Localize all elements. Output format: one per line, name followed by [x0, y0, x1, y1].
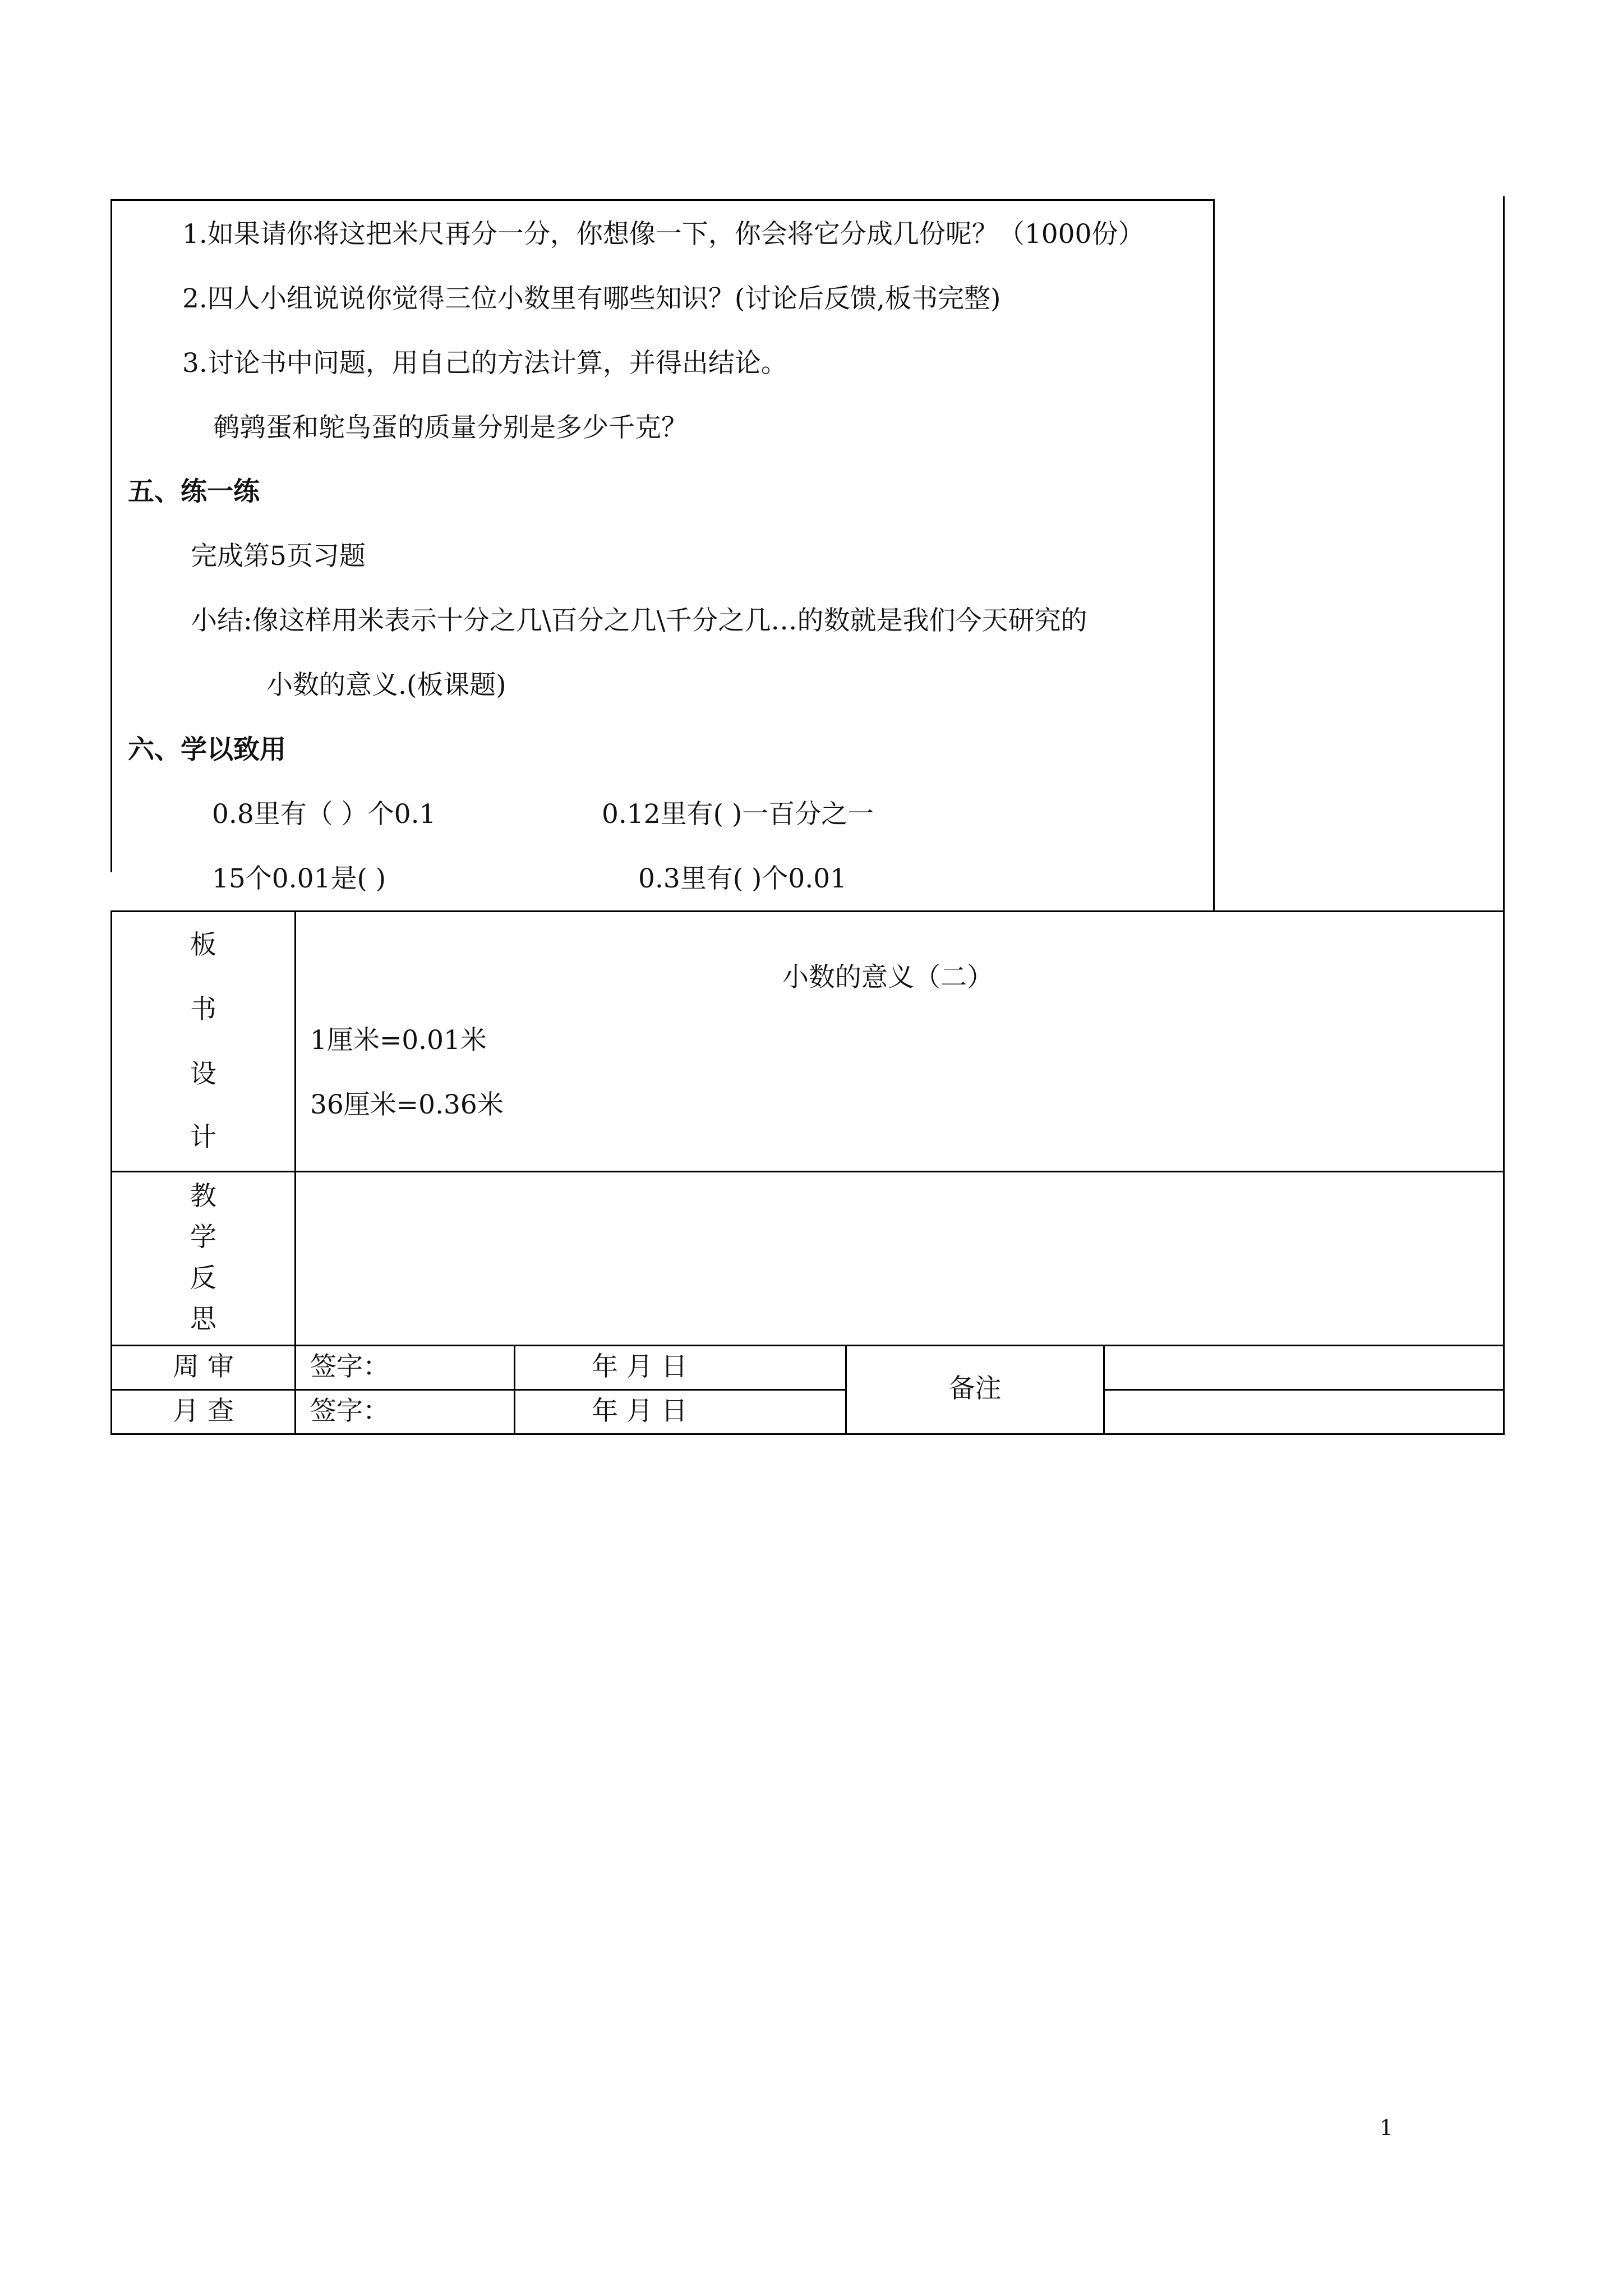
- board-title: 小数的意义（二）: [782, 962, 993, 993]
- upper-inner-right-border: [1213, 199, 1215, 912]
- review-row-divider-right: [1104, 1389, 1505, 1391]
- board-label-char-4: 计: [190, 1122, 216, 1153]
- page-number: 1: [1380, 2115, 1394, 2140]
- reflection-label-char-3: 反: [190, 1263, 216, 1294]
- section-5-heading: 五、练一练: [128, 476, 260, 507]
- review-col-divider-1: [294, 1345, 296, 1435]
- exercise-1: 0.8里有（ ）个0.1: [212, 799, 436, 830]
- reflection-label-char-1: 教: [190, 1181, 216, 1212]
- item-2: 2.四人小组说说你觉得三位小数里有哪些知识？(讨论后反馈,板书完整): [182, 283, 1001, 314]
- upper-left-border: [110, 199, 112, 872]
- reflection-top-border: [110, 1171, 1505, 1172]
- board-label-char-2: 书: [190, 994, 216, 1025]
- board-line-1: 1厘米=0.01米: [310, 1025, 487, 1056]
- reflection-label-char-4: 思: [190, 1304, 216, 1335]
- monthly-review-label: 月 查: [173, 1396, 234, 1427]
- review-top-border: [110, 1345, 1505, 1346]
- summary-line-1: 小结:像这样用米表示十分之几\百分之几\千分之几…的数就是我们今天研究的: [191, 605, 1087, 636]
- weekly-signature-label: 签字：: [310, 1351, 389, 1382]
- label-column-divider: [294, 910, 296, 1346]
- monthly-date-label: 年 月 日: [592, 1396, 688, 1427]
- exercise-2: 0.12里有( )一百分之一: [602, 799, 874, 830]
- item-4: 鹌鹑蛋和鸵鸟蛋的质量分别是多少千克？: [213, 412, 688, 443]
- review-col-divider-2: [514, 1345, 515, 1435]
- board-top-border: [110, 910, 1505, 912]
- weekly-review-label: 周 审: [173, 1351, 234, 1382]
- exercise-3: 15个0.01是( ): [212, 863, 386, 894]
- outer-right-border: [1503, 196, 1505, 1435]
- item-3: 3.讨论书中问题，用自己的方法计算，并得出结论。: [182, 348, 787, 379]
- exercise-4: 0.3里有( )个0.01: [638, 863, 847, 894]
- monthly-signature-label: 签字：: [310, 1396, 389, 1427]
- weekly-date-label: 年 月 日: [592, 1351, 688, 1382]
- section-5-task: 完成第5页习题: [191, 541, 366, 572]
- section-6-heading: 六、学以致用: [128, 734, 286, 765]
- review-row-divider-left: [110, 1389, 846, 1391]
- review-col-divider-4: [1103, 1345, 1105, 1435]
- reflection-label-char-2: 学: [190, 1222, 216, 1253]
- table-bottom-border: [110, 1433, 1505, 1435]
- board-label-char-1: 板: [190, 930, 216, 960]
- summary-line-2: 小数的意义.(板课题): [266, 670, 506, 701]
- upper-top-border: [110, 199, 1214, 201]
- board-label-char-3: 设: [190, 1059, 216, 1089]
- remarks-label: 备注: [948, 1373, 1002, 1404]
- item-1: 1.如果请你将这把米尺再分一分，你想像一下，你会将它分成几份呢？（1000份）: [182, 219, 1145, 250]
- board-line-2: 36厘米=0.36米: [310, 1089, 504, 1120]
